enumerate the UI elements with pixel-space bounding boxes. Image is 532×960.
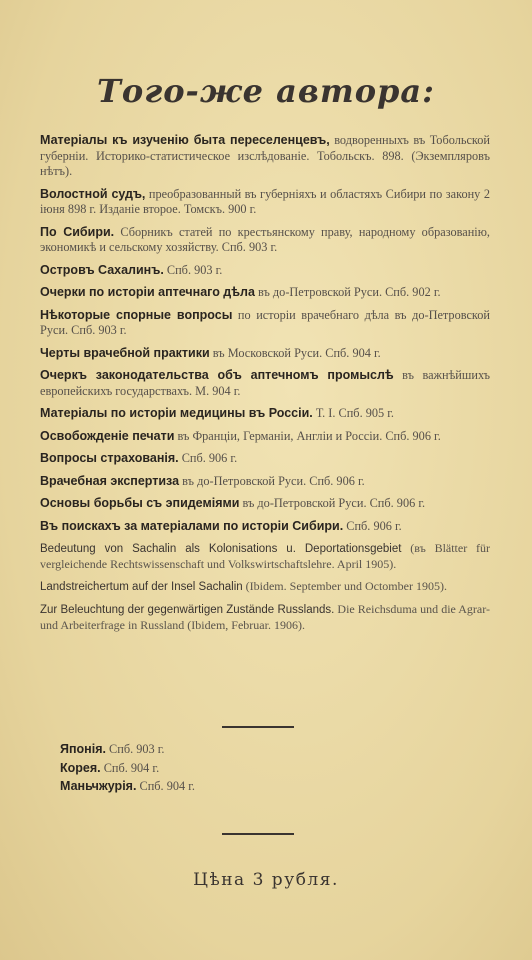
list-item <box>40 368 490 399</box>
list-item <box>60 779 360 795</box>
entry-title: Landstreichertum auf der Insel Sachalin <box>40 581 243 593</box>
entry-details: Спб. 906 г. <box>178 451 238 465</box>
entry-details: въ важнѣйшихъ европейскихъ государствахъ. М. 904 г. <box>40 368 490 398</box>
entry-title: Матеріалы по исторіи медицины въ Россіи. <box>40 406 313 420</box>
entry-title: Корея. <box>60 760 101 775</box>
entry-details: Спб. 903 г. <box>105 742 165 756</box>
page-title: Того-же автора: <box>97 72 435 110</box>
entry-details: Die Reichsduma und die Agrar-und Arbeiterfrage in Russland (Ibidem, Februar. 1906). <box>40 602 490 632</box>
entry-title: Очеркъ законодательства объ аптечномъ промыслѣ <box>40 368 394 382</box>
bibliography-list <box>40 133 490 640</box>
entry-title: Zur Beleuchtung der gegenwärtigen Zustände Russlands. <box>40 604 335 616</box>
list-item <box>40 308 490 339</box>
entry-title: Нѣкоторые спорные вопросы <box>40 307 233 322</box>
entry-title: Островъ Сахалинъ. <box>40 262 164 277</box>
list-item <box>60 742 360 758</box>
list-item <box>40 474 490 490</box>
entry-details: (въ Blätter für vergleichende Rechtswissenschaft und Volkswirtschaftslehre. April 1905). <box>40 541 490 571</box>
entry-details: Спб. 904 г. <box>136 779 195 793</box>
entry-title: Bedeutung von Sachalin als Kolonisations u. Deportationsgebiet <box>40 543 402 555</box>
entry-details: Спб. 903 г. <box>163 262 223 277</box>
entry-details: Сборникъ статей по крестьянскому праву, народному образованію, экономикѣ и сельскому хозяйству. Спб. 903 г. <box>40 224 490 254</box>
entry-details: въ Московской Руси. Спб. 904 г. <box>209 345 381 360</box>
entry-title: Освобожденіе печати <box>40 428 175 443</box>
list-item <box>40 602 490 633</box>
list-item <box>40 429 490 445</box>
list-item <box>60 761 360 777</box>
divider <box>222 833 294 835</box>
divider <box>222 726 294 728</box>
entry-title: Въ поискахъ за матеріалами по исторіи Сибири. <box>40 518 344 533</box>
entry-details: въ до-Петровской Руси. Спб. 906 г. <box>239 496 426 510</box>
list-item <box>40 451 490 467</box>
entry-title: Основы борьбы съ эпидеміями <box>40 496 240 510</box>
entry-details: преобразованный въ губерніяхъ и областяхъ Сибири по закону 2 іюня 898 г. Изданіе второе. Томскъ. 900 г. <box>40 186 490 216</box>
entry-title: Очерки по исторіи аптечнаго дѣла <box>40 285 255 299</box>
list-item <box>40 187 490 218</box>
entry-title: Волостной судъ, <box>40 186 146 201</box>
list-item <box>40 285 490 301</box>
entry-details: въ до-Петровской Руси. Спб. 906 г. <box>179 473 365 488</box>
entry-details: Т. I. Спб. 905 г. <box>312 406 394 420</box>
entry-title: Вопросы страхованія. <box>40 451 179 465</box>
list-item <box>40 225 490 256</box>
regional-works-list <box>60 742 360 798</box>
entry-title: Черты врачебной практики <box>40 345 210 360</box>
entry-title: Матеріалы къ изученію быта переселенцевъ, <box>40 133 330 147</box>
list-item <box>40 541 490 572</box>
list-item <box>40 579 490 595</box>
entry-details: по исторіи врачебнаго дѣла въ до-Петровской Руси. Спб. 903 г. <box>40 307 491 337</box>
entry-details: въ Франціи, Германіи, Англіи и Россіи. Спб. 906 г. <box>174 428 441 443</box>
list-item <box>40 519 490 535</box>
list-item <box>40 406 490 422</box>
list-item <box>40 496 490 512</box>
price-label: Цѣна 3 рубля. <box>193 870 339 890</box>
entry-details: (Ibidem. September und Octomber 1905). <box>242 579 447 593</box>
entry-title: Маньчжурія. <box>60 779 137 793</box>
entry-details: Спб. 906 г. <box>343 518 402 533</box>
list-item <box>40 346 490 362</box>
entry-details: водворенныхъ въ Тобольской губерніи. Историко-статистическое изслѣдованіе. Тобольскъ. 898. (Экземпляровъ нѣтъ). <box>40 133 490 178</box>
entry-title: Врачебная экспертиза <box>40 473 180 488</box>
entry-title: По Сибири. <box>40 224 115 239</box>
list-item <box>40 133 490 180</box>
entry-details: въ до-Петровской Руси. Спб. 902 г. <box>254 285 441 299</box>
list-item <box>40 263 490 279</box>
entry-title: Японія. <box>60 742 106 756</box>
entry-details: Спб. 904 г. <box>100 760 160 775</box>
